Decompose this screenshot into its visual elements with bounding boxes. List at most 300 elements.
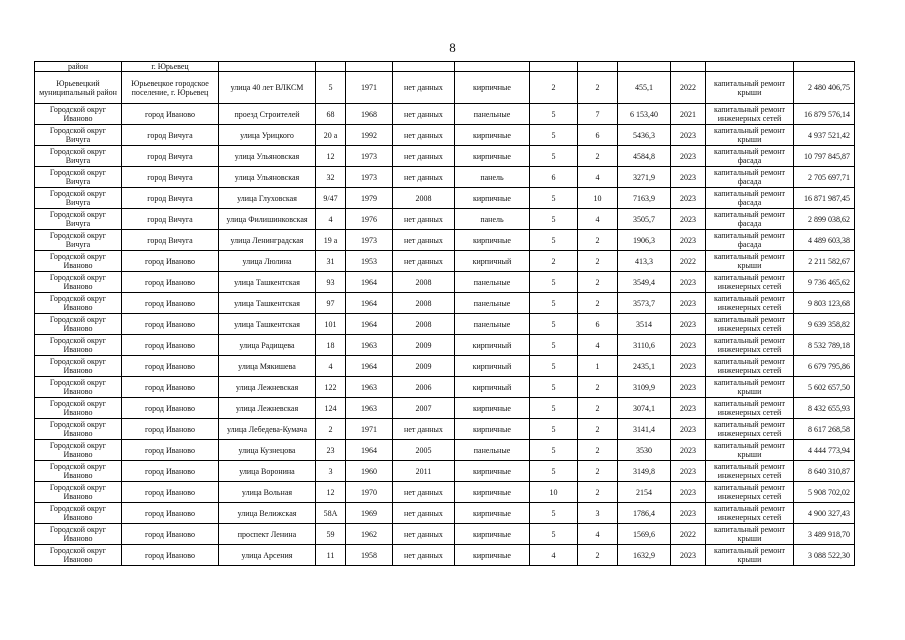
cell-work-type: капитальный ремонт крыши [706, 251, 794, 272]
cell-cost: 3 088 522,30 [794, 545, 855, 566]
cell-wall-material: кирпичный [455, 377, 530, 398]
cell-house: 18 [316, 335, 346, 356]
cell-area [618, 62, 671, 72]
table-row [35, 146, 855, 167]
cell-floors: 5 [530, 125, 578, 146]
table-row [35, 335, 855, 356]
cell-cost: 2 211 582,67 [794, 251, 855, 272]
cell-work-type: капитальный ремонт инженерных сетей [706, 314, 794, 335]
cell-last-repair: нет данных [393, 72, 455, 104]
cell-wall-material: кирпичные [455, 524, 530, 545]
cell-work-type: капитальный ремонт фасада [706, 146, 794, 167]
cell-settlement: город Вичуга [122, 167, 219, 188]
cell-cost [794, 62, 855, 72]
cell-wall-material: кирпичный [455, 335, 530, 356]
cell-wall-material [455, 62, 530, 72]
cell-entrances: 4 [578, 209, 618, 230]
cell-work-type: капитальный ремонт крыши [706, 524, 794, 545]
cell-street: улица Мякишева [219, 356, 316, 377]
cell-work-type: капитальный ремонт фасада [706, 188, 794, 209]
cell-last-repair: 2007 [393, 398, 455, 419]
cell-house: 9/47 [316, 188, 346, 209]
cell-house: 101 [316, 314, 346, 335]
cell-built-year: 1971 [346, 419, 393, 440]
cell-street: улица Лебедева-Кумача [219, 419, 316, 440]
cell-street: улица Радищева [219, 335, 316, 356]
cell-floors: 5 [530, 104, 578, 125]
cell-cost: 9 639 358,82 [794, 314, 855, 335]
cell-area: 6 153,40 [618, 104, 671, 125]
cell-settlement: город Иваново [122, 461, 219, 482]
cell-street: улица Вольная [219, 482, 316, 503]
cell-area: 4584,8 [618, 146, 671, 167]
cell-street: улица Велижская [219, 503, 316, 524]
cell-entrances: 2 [578, 72, 618, 104]
cell-built-year: 1973 [346, 167, 393, 188]
cell-wall-material: кирпичные [455, 188, 530, 209]
cell-district: Городской округ Иваново [35, 482, 122, 503]
cell-area: 7163,9 [618, 188, 671, 209]
cell-street: улица Ташкентская [219, 272, 316, 293]
cell-work-type: капитальный ремонт крыши [706, 72, 794, 104]
table-row [35, 524, 855, 545]
cell-plan-year: 2023 [671, 272, 706, 293]
cell-settlement: город Иваново [122, 251, 219, 272]
cell-work-type: капитальный ремонт инженерных сетей [706, 356, 794, 377]
cell-cost: 2 899 038,62 [794, 209, 855, 230]
cell-settlement: город Иваново [122, 293, 219, 314]
cell-wall-material: панельные [455, 293, 530, 314]
cell-wall-material: кирпичные [455, 146, 530, 167]
cell-street: улица Ташкентская [219, 314, 316, 335]
cell-settlement: город Вичуга [122, 188, 219, 209]
cell-entrances: 10 [578, 188, 618, 209]
cell-last-repair: 2008 [393, 188, 455, 209]
cell-floors: 6 [530, 167, 578, 188]
table-row [35, 461, 855, 482]
cell-floors: 5 [530, 356, 578, 377]
cell-floors: 2 [530, 72, 578, 104]
cell-area: 3110,6 [618, 335, 671, 356]
cell-street: проспект Ленина [219, 524, 316, 545]
cell-district: Городской округ Иваново [35, 335, 122, 356]
cell-work-type: капитальный ремонт инженерных сетей [706, 461, 794, 482]
table-row [35, 356, 855, 377]
cell-entrances: 2 [578, 146, 618, 167]
cell-wall-material: кирпичные [455, 545, 530, 566]
cell-district: район [35, 62, 122, 72]
cell-area: 1786,4 [618, 503, 671, 524]
cell-built-year: 1964 [346, 293, 393, 314]
cell-settlement: город Иваново [122, 104, 219, 125]
cell-area: 3514 [618, 314, 671, 335]
cell-area: 413,3 [618, 251, 671, 272]
cell-wall-material: панельные [455, 440, 530, 461]
cell-floors: 5 [530, 377, 578, 398]
cell-district: Городской округ Иваново [35, 251, 122, 272]
cell-built-year: 1979 [346, 188, 393, 209]
cell-wall-material: кирпичные [455, 72, 530, 104]
cell-built-year: 1968 [346, 104, 393, 125]
cell-house: 12 [316, 146, 346, 167]
cell-plan-year: 2023 [671, 461, 706, 482]
cell-work-type [706, 62, 794, 72]
cell-last-repair: 2011 [393, 461, 455, 482]
cell-last-repair: 2008 [393, 293, 455, 314]
cell-entrances: 6 [578, 314, 618, 335]
cell-built-year: 1964 [346, 440, 393, 461]
cell-last-repair: 2005 [393, 440, 455, 461]
cell-work-type: капитальный ремонт фасада [706, 167, 794, 188]
cell-area: 2435,1 [618, 356, 671, 377]
cell-district: Городской округ Иваново [35, 440, 122, 461]
cell-built-year: 1970 [346, 482, 393, 503]
cell-cost: 4 489 603,38 [794, 230, 855, 251]
cell-built-year: 1963 [346, 398, 393, 419]
cell-cost: 2 705 697,71 [794, 167, 855, 188]
cell-house: 5 [316, 72, 346, 104]
cell-plan-year: 2023 [671, 545, 706, 566]
cell-cost: 8 617 268,58 [794, 419, 855, 440]
cell-entrances: 1 [578, 356, 618, 377]
cell-settlement: город Иваново [122, 377, 219, 398]
cell-wall-material: кирпичные [455, 503, 530, 524]
cell-district: Городской округ Иваново [35, 104, 122, 125]
cell-house: 23 [316, 440, 346, 461]
cell-plan-year: 2023 [671, 188, 706, 209]
cell-last-repair: нет данных [393, 524, 455, 545]
cell-last-repair: нет данных [393, 545, 455, 566]
cell-last-repair: нет данных [393, 104, 455, 125]
cell-work-type: капитальный ремонт фасада [706, 230, 794, 251]
cell-cost: 4 937 521,42 [794, 125, 855, 146]
cell-cost: 5 602 657,50 [794, 377, 855, 398]
cell-house: 4 [316, 356, 346, 377]
table-row [35, 188, 855, 209]
cell-house: 31 [316, 251, 346, 272]
cell-cost: 8 532 789,18 [794, 335, 855, 356]
cell-house: 32 [316, 167, 346, 188]
cell-street: улица Ульяновская [219, 167, 316, 188]
cell-last-repair: 2009 [393, 356, 455, 377]
cell-entrances: 2 [578, 419, 618, 440]
cell-last-repair: нет данных [393, 209, 455, 230]
cell-plan-year: 2022 [671, 524, 706, 545]
cell-cost: 8 432 655,93 [794, 398, 855, 419]
cell-work-type: капитальный ремонт инженерных сетей [706, 482, 794, 503]
cell-settlement: город Иваново [122, 335, 219, 356]
cell-cost: 4 900 327,43 [794, 503, 855, 524]
cell-area: 3141,4 [618, 419, 671, 440]
cell-house: 68 [316, 104, 346, 125]
cell-area: 1569,6 [618, 524, 671, 545]
cell-entrances: 2 [578, 398, 618, 419]
cell-area: 3505,7 [618, 209, 671, 230]
cell-last-repair: нет данных [393, 125, 455, 146]
table-row [35, 440, 855, 461]
cell-entrances: 2 [578, 293, 618, 314]
cell-cost: 4 444 773,94 [794, 440, 855, 461]
cell-plan-year: 2023 [671, 230, 706, 251]
cell-cost: 2 480 406,75 [794, 72, 855, 104]
cell-plan-year: 2022 [671, 251, 706, 272]
page-number: 8 [449, 40, 456, 55]
cell-wall-material: кирпичные [455, 461, 530, 482]
cell-area: 3074,1 [618, 398, 671, 419]
cell-area: 2154 [618, 482, 671, 503]
cell-work-type: капитальный ремонт инженерных сетей [706, 398, 794, 419]
cell-plan-year: 2023 [671, 377, 706, 398]
cell-entrances: 2 [578, 251, 618, 272]
cell-floors: 5 [530, 503, 578, 524]
cell-house: 4 [316, 209, 346, 230]
cell-plan-year [671, 62, 706, 72]
cell-wall-material: кирпичные [455, 125, 530, 146]
cell-cost: 5 908 702,02 [794, 482, 855, 503]
cell-entrances: 6 [578, 125, 618, 146]
cell-settlement: город Иваново [122, 356, 219, 377]
cell-district: Юрьевецкий муниципальный район [35, 72, 122, 104]
cell-work-type: капитальный ремонт крыши [706, 377, 794, 398]
table-row [35, 482, 855, 503]
cell-built-year: 1964 [346, 314, 393, 335]
housing-repair-table [34, 61, 855, 566]
cell-house: 124 [316, 398, 346, 419]
cell-wall-material: панельные [455, 104, 530, 125]
cell-district: Городской округ Иваново [35, 272, 122, 293]
cell-work-type: капитальный ремонт инженерных сетей [706, 293, 794, 314]
cell-built-year: 1969 [346, 503, 393, 524]
cell-plan-year: 2023 [671, 125, 706, 146]
cell-settlement: г. Юрьевец [122, 62, 219, 72]
cell-cost: 3 489 918,70 [794, 524, 855, 545]
cell-entrances: 7 [578, 104, 618, 125]
cell-entrances: 4 [578, 335, 618, 356]
cell-street: улица Глуховская [219, 188, 316, 209]
cell-house: 97 [316, 293, 346, 314]
cell-settlement: город Иваново [122, 545, 219, 566]
cell-wall-material: кирпичный [455, 251, 530, 272]
cell-plan-year: 2023 [671, 293, 706, 314]
cell-plan-year: 2023 [671, 398, 706, 419]
table-row [35, 104, 855, 125]
table-row [35, 209, 855, 230]
cell-floors: 4 [530, 545, 578, 566]
cell-settlement: город Вичуга [122, 209, 219, 230]
cell-street: улица Лежневская [219, 377, 316, 398]
table-row [35, 62, 855, 72]
cell-area: 3149,8 [618, 461, 671, 482]
cell-house: 20 а [316, 125, 346, 146]
table-row [35, 125, 855, 146]
cell-cost: 6 679 795,86 [794, 356, 855, 377]
cell-street: улица Ленинградская [219, 230, 316, 251]
cell-plan-year: 2023 [671, 167, 706, 188]
cell-plan-year: 2023 [671, 335, 706, 356]
cell-plan-year: 2023 [671, 146, 706, 167]
cell-entrances: 2 [578, 461, 618, 482]
cell-district: Городской округ Иваново [35, 398, 122, 419]
cell-last-repair: нет данных [393, 230, 455, 251]
cell-built-year: 1976 [346, 209, 393, 230]
cell-wall-material: панельные [455, 314, 530, 335]
cell-district: Городской округ Вичуга [35, 125, 122, 146]
cell-area: 1906,3 [618, 230, 671, 251]
table-row [35, 251, 855, 272]
cell-street: улица Арсения [219, 545, 316, 566]
cell-last-repair: нет данных [393, 419, 455, 440]
cell-house: 3 [316, 461, 346, 482]
cell-house: 122 [316, 377, 346, 398]
cell-floors: 5 [530, 146, 578, 167]
table-row [35, 398, 855, 419]
cell-entrances: 2 [578, 440, 618, 461]
cell-plan-year: 2023 [671, 314, 706, 335]
cell-street [219, 62, 316, 72]
cell-area: 3549,4 [618, 272, 671, 293]
cell-last-repair: нет данных [393, 482, 455, 503]
cell-street: проезд Строителей [219, 104, 316, 125]
cell-built-year: 1973 [346, 230, 393, 251]
cell-floors: 5 [530, 272, 578, 293]
cell-last-repair: 2009 [393, 335, 455, 356]
cell-wall-material: кирпичный [455, 356, 530, 377]
cell-floors: 2 [530, 251, 578, 272]
cell-wall-material: панель [455, 209, 530, 230]
cell-street: улица Филишинковская [219, 209, 316, 230]
cell-area: 3573,7 [618, 293, 671, 314]
cell-entrances: 2 [578, 482, 618, 503]
cell-built-year: 1963 [346, 377, 393, 398]
cell-settlement: город Иваново [122, 503, 219, 524]
cell-floors: 5 [530, 524, 578, 545]
cell-area: 3109,9 [618, 377, 671, 398]
cell-cost: 16 871 987,45 [794, 188, 855, 209]
cell-built-year: 1958 [346, 545, 393, 566]
cell-work-type: капитальный ремонт инженерных сетей [706, 335, 794, 356]
cell-floors: 5 [530, 398, 578, 419]
cell-district: Городской округ Вичуга [35, 230, 122, 251]
cell-work-type: капитальный ремонт инженерных сетей [706, 503, 794, 524]
cell-floors: 5 [530, 335, 578, 356]
cell-wall-material: панель [455, 167, 530, 188]
table-row [35, 314, 855, 335]
cell-floors: 5 [530, 461, 578, 482]
cell-cost: 9 736 465,62 [794, 272, 855, 293]
cell-work-type: капитальный ремонт крыши [706, 440, 794, 461]
cell-street: улица Кузнецова [219, 440, 316, 461]
cell-street: улица Ульяновская [219, 146, 316, 167]
cell-built-year: 1964 [346, 272, 393, 293]
cell-street: улица Лежневская [219, 398, 316, 419]
cell-district: Городской округ Иваново [35, 503, 122, 524]
cell-wall-material: кирпичные [455, 419, 530, 440]
table-row [35, 272, 855, 293]
cell-work-type: капитальный ремонт крыши [706, 545, 794, 566]
cell-house: 58А [316, 503, 346, 524]
cell-settlement: город Иваново [122, 419, 219, 440]
cell-floors: 5 [530, 440, 578, 461]
cell-work-type: капитальный ремонт инженерных сетей [706, 104, 794, 125]
cell-house [316, 62, 346, 72]
cell-last-repair: 2008 [393, 314, 455, 335]
cell-last-repair: нет данных [393, 251, 455, 272]
cell-floors: 5 [530, 419, 578, 440]
cell-area: 5436,3 [618, 125, 671, 146]
cell-settlement: Юрьевецкое городское поселение, г. Юрьевец [122, 72, 219, 104]
cell-floors: 5 [530, 314, 578, 335]
cell-work-type: капитальный ремонт фасада [706, 209, 794, 230]
cell-wall-material: кирпичные [455, 482, 530, 503]
cell-built-year: 1962 [346, 524, 393, 545]
cell-area: 455,1 [618, 72, 671, 104]
cell-cost: 9 803 123,68 [794, 293, 855, 314]
cell-house: 93 [316, 272, 346, 293]
cell-floors: 10 [530, 482, 578, 503]
cell-wall-material: панельные [455, 272, 530, 293]
cell-district: Городской округ Вичуга [35, 146, 122, 167]
cell-floors: 5 [530, 188, 578, 209]
cell-plan-year: 2023 [671, 503, 706, 524]
cell-built-year: 1973 [346, 146, 393, 167]
cell-district: Городской округ Вичуга [35, 188, 122, 209]
cell-floors [530, 62, 578, 72]
cell-cost: 10 797 845,87 [794, 146, 855, 167]
cell-last-repair: нет данных [393, 146, 455, 167]
cell-last-repair: нет данных [393, 167, 455, 188]
cell-district: Городской округ Иваново [35, 524, 122, 545]
cell-plan-year: 2023 [671, 209, 706, 230]
cell-plan-year: 2023 [671, 482, 706, 503]
table-row [35, 72, 855, 104]
cell-wall-material: кирпичные [455, 230, 530, 251]
cell-built-year: 1992 [346, 125, 393, 146]
cell-entrances: 4 [578, 167, 618, 188]
cell-house: 19 а [316, 230, 346, 251]
cell-district: Городской округ Иваново [35, 377, 122, 398]
cell-area: 1632,9 [618, 545, 671, 566]
cell-settlement: город Иваново [122, 314, 219, 335]
cell-work-type: капитальный ремонт инженерных сетей [706, 272, 794, 293]
cell-entrances: 2 [578, 230, 618, 251]
cell-cost: 8 640 310,87 [794, 461, 855, 482]
cell-settlement: город Иваново [122, 272, 219, 293]
cell-district: Городской округ Иваново [35, 356, 122, 377]
cell-house: 11 [316, 545, 346, 566]
cell-plan-year: 2023 [671, 419, 706, 440]
table-row [35, 167, 855, 188]
cell-settlement: город Иваново [122, 398, 219, 419]
cell-area: 3530 [618, 440, 671, 461]
cell-district: Городской округ Иваново [35, 419, 122, 440]
table-row [35, 419, 855, 440]
cell-work-type: капитальный ремонт инженерных сетей [706, 419, 794, 440]
cell-street: улица 40 лет ВЛКСМ [219, 72, 316, 104]
cell-cost: 16 879 576,14 [794, 104, 855, 125]
cell-district: Городской округ Вичуга [35, 209, 122, 230]
cell-last-repair: нет данных [393, 503, 455, 524]
cell-district: Городской округ Вичуга [35, 167, 122, 188]
cell-built-year [346, 62, 393, 72]
cell-entrances [578, 62, 618, 72]
cell-last-repair [393, 62, 455, 72]
cell-floors: 5 [530, 230, 578, 251]
cell-wall-material: кирпичные [455, 398, 530, 419]
cell-work-type: капитальный ремонт крыши [706, 125, 794, 146]
table-row [35, 293, 855, 314]
cell-built-year: 1963 [346, 335, 393, 356]
cell-entrances: 2 [578, 377, 618, 398]
